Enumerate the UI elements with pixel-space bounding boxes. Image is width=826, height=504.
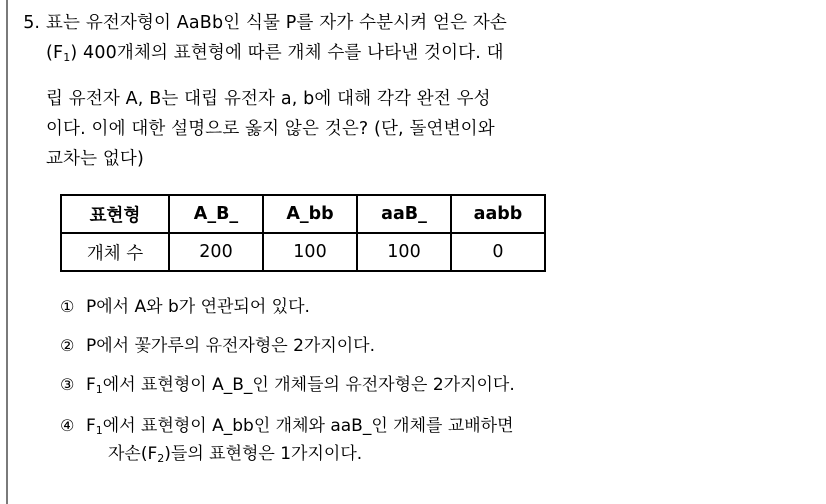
phenotype-table: [60, 194, 546, 272]
question-stem-body: [46, 8, 716, 174]
phenotype-table-wrapper: [60, 194, 716, 272]
choice-3[interactable]: [60, 372, 716, 400]
table-header-aabb: aabb: [451, 195, 545, 233]
table-row-header: [61, 195, 545, 233]
stem-line-3: 립 유전자 A, B는 대립 유전자 a, b에 대해 각각 완전 우성: [46, 89, 491, 109]
question-stem: [16, 8, 716, 174]
choice-2[interactable]: [60, 333, 716, 359]
choice-1[interactable]: [60, 294, 716, 320]
choice-3-subscript: 1: [95, 383, 103, 396]
choice-list: [60, 294, 716, 469]
table-row: [61, 233, 545, 271]
stem-line-5: 교차는 없다): [46, 149, 144, 169]
choice-4-continuation-subscript: 2: [157, 452, 165, 465]
choice-3-rest: 에서 표현형이 A_B_인 개체들의 유전자형은 2가지이다.: [102, 375, 515, 395]
table-row-label-count: 개체 수: [61, 233, 169, 271]
choice-4-continuation: 자손$(F_2)$들의 표현형은 1가지이다.: [108, 444, 363, 465]
choice-4-marker: ④: [60, 416, 75, 435]
stem-line-1: 표는 유전자형이 AaBb인 식물 P를 자가 수분시켜 얻은 자손: [46, 13, 507, 33]
stem-line-4: 이다. 이에 대한 설명으로 옳지 않은 것은? (단, 돌연변이와: [46, 119, 495, 139]
table-header-phenotype: 표현형: [61, 195, 169, 233]
table-cell-count-aa-b: 100: [357, 233, 451, 271]
table-cell-count-a-bb: 100: [263, 233, 357, 271]
table-cell-count-aabb: 0: [451, 233, 545, 271]
choice-4-rest: 에서 표현형이 A_bb인 개체와 aaB_인 개체를 교배하면: [102, 416, 514, 436]
table-header-aa-b: aaB_: [357, 195, 451, 233]
choice-1-marker: ①: [60, 297, 75, 316]
page-left-rule: [6, 0, 8, 504]
question-number: 5.: [23, 13, 40, 33]
table-header-a-b: A_B_: [169, 195, 263, 233]
stem-line-2: $(F_1)$ 400개체의 표현형에 따른 개체 수를 나타낸 것이다. 대: [46, 43, 504, 64]
stem-line-2-subscript: 1: [63, 51, 71, 64]
choice-4-subscript: 1: [95, 424, 103, 437]
table-header-a-bb: A_bb: [263, 195, 357, 233]
choice-2-marker: ②: [60, 336, 75, 355]
question-content: [16, 8, 716, 482]
table-cell-count-a-b: 200: [169, 233, 263, 271]
choice-3-marker: ③: [60, 375, 75, 394]
stem-line-2-rest: ) 400개체의 표현형에 따른 개체 수를 나타낸 것이다. 대: [70, 43, 504, 63]
choice-2-label: P에서 꽃가루의 유전자형은 2가지이다.: [86, 336, 376, 356]
choice-4-label: $F_1$에서 표현형이 A_bb인 개체와 aaB_인 개체를 교배하면 자손$(F_2)$들의 표현형은 1가지이다.: [86, 413, 716, 469]
choice-1-label: P에서 A와 b가 연관되어 있다.: [86, 297, 310, 317]
choice-3-label: $F_1$에서 표현형이 A_B_인 개체들의 유전자형은 2가지이다.: [86, 375, 515, 396]
choice-4[interactable]: [60, 413, 716, 469]
stem-block-2: [46, 84, 716, 174]
